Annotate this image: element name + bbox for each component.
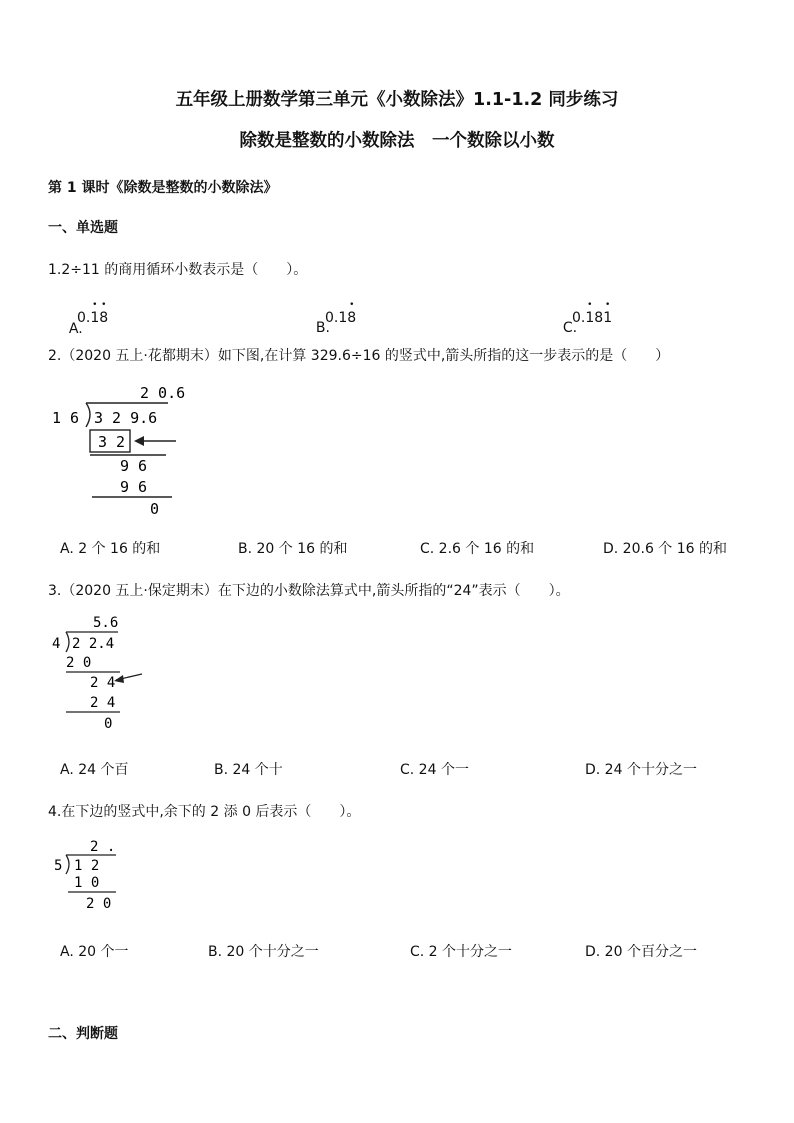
remainder: 0 <box>104 716 113 732</box>
division-bracket <box>86 403 90 427</box>
question-1-option-c-value: 0.• 18• 1 <box>572 310 612 326</box>
option-letter: C. <box>562 320 578 336</box>
lesson-heading: 第 1 课时《除数是整数的小数除法》 <box>48 180 278 196</box>
divisor: 1 6 <box>52 409 80 427</box>
question-2-long-division-figure <box>48 380 188 520</box>
quotient: 2 0.6 <box>140 384 186 402</box>
step-2: 2 4 <box>90 675 116 691</box>
step-3: 9 6 <box>120 478 148 496</box>
question-4-option-d[interactable]: D. 20 个百分之一 <box>585 944 697 960</box>
page-title: 五年级上册数学第三单元《小数除法》1.1-1.2 同步练习 <box>175 90 619 110</box>
quotient: 2 . <box>90 839 116 855</box>
question-3-text: 3.（2020 五上·保定期末）在下边的小数除法算式中,箭头所指的“24”表示（ ）。 <box>48 583 570 599</box>
step-3: 2 4 <box>90 695 116 711</box>
dividend: 2 2.4 <box>72 636 115 652</box>
step-1: 2 0 <box>66 655 92 671</box>
question-2-option-c[interactable]: C. 2.6 个 16 的和 <box>420 541 535 557</box>
question-3-option-b[interactable]: B. 24 个十 <box>214 762 283 778</box>
step-1: 3 2 <box>98 433 126 451</box>
step-1: 1 0 <box>74 875 100 891</box>
step-2: 9 6 <box>120 457 148 475</box>
quotient: 5.6 <box>93 615 119 631</box>
division-bracket <box>66 855 69 874</box>
page-subtitle: 除数是整数的小数除法 一个数除以小数 <box>239 131 555 151</box>
division-bracket <box>66 632 69 652</box>
dividend: 3 2 9.6 <box>94 409 158 427</box>
dividend: 1 2 <box>74 858 100 874</box>
question-2-option-b[interactable]: B. 20 个 16 的和 <box>238 541 348 557</box>
divisor: 5 <box>54 858 63 874</box>
question-2-text: 2.（2020 五上·花都期末）如下图,在计算 329.6÷16 的竖式中,箭头所指的这一步表示的是（ ） <box>48 348 670 364</box>
option-letter: A. <box>68 321 83 337</box>
question-3-long-division-figure <box>48 612 158 737</box>
question-3-option-d[interactable]: D. 24 个十分之一 <box>585 762 697 778</box>
remainder: 0 <box>150 500 160 518</box>
question-1-text: 1.2÷11 的商用循环小数表示是（ ）。 <box>48 262 308 278</box>
question-3-option-c[interactable]: C. 24 个一 <box>400 762 469 778</box>
question-4-option-b[interactable]: B. 20 个十分之一 <box>208 944 319 960</box>
question-3-option-a[interactable]: A. 24 个百 <box>60 762 129 778</box>
arrow-icon <box>114 675 124 683</box>
arrow-icon <box>134 436 144 446</box>
divisor: 4 <box>52 636 61 652</box>
step-2: 2 0 <box>86 896 112 912</box>
question-4-option-c[interactable]: C. 2 个十分之一 <box>410 944 513 960</box>
section-heading-true-false: 二、判断题 <box>48 1026 118 1042</box>
question-4-long-division-figure <box>48 834 138 914</box>
question-2-option-d[interactable]: D. 20.6 个 16 的和 <box>603 541 728 557</box>
option-letter: B. <box>315 320 330 336</box>
section-heading-single-choice: 一、单选题 <box>48 220 118 236</box>
question-2-option-a[interactable]: A. 2 个 16 的和 <box>60 541 161 557</box>
question-1-option-b-value: 0.1• 8 <box>325 310 356 326</box>
question-4-option-a[interactable]: A. 20 个一 <box>60 944 129 960</box>
question-4-text: 4.在下边的竖式中,余下的 2 添 0 后表示（ ）。 <box>48 804 361 820</box>
question-1-option-a-value: 0.• 1• 8 <box>77 310 108 326</box>
